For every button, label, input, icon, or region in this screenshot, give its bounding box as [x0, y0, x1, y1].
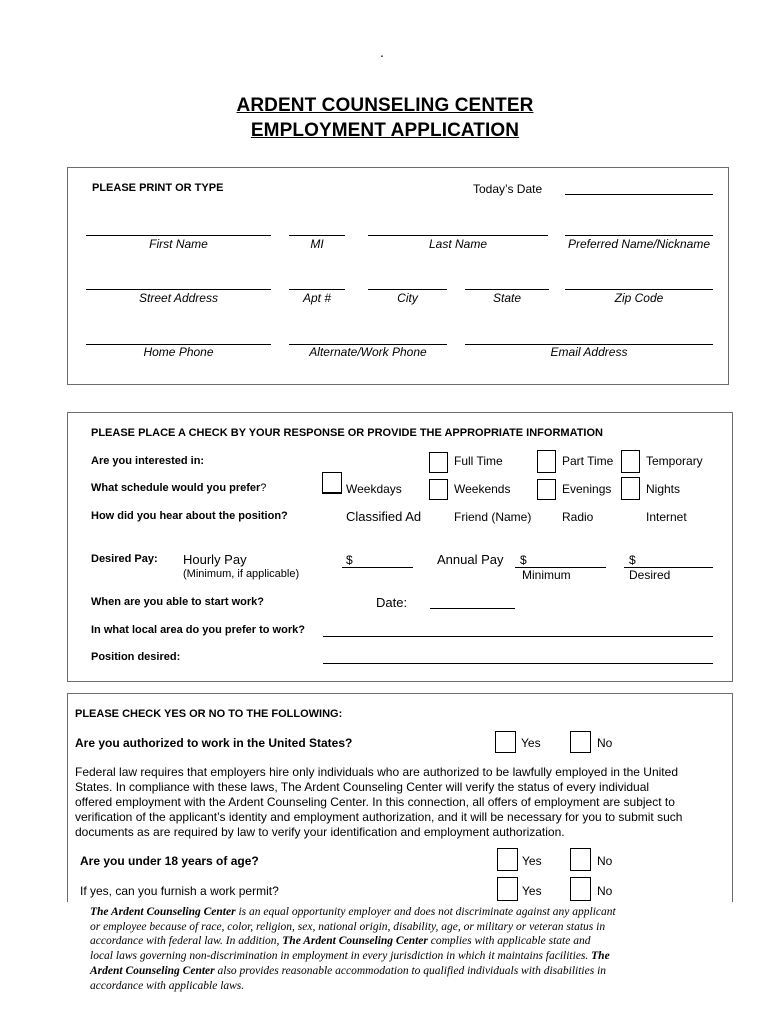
under-18-no-checkbox[interactable]	[570, 848, 591, 871]
alt-phone-label: Alternate/Work Phone	[309, 345, 427, 359]
zip-field[interactable]	[565, 289, 713, 290]
start-question: When are you able to start work?	[91, 596, 264, 608]
authorized-no-checkbox[interactable]	[570, 731, 591, 753]
eeo-org-name: The Ardent Counseling Center	[90, 906, 236, 918]
under-18-no-label: No	[597, 854, 613, 868]
work-permit-yes-checkbox[interactable]	[497, 877, 518, 901]
annual-min-dollar-sign: $	[520, 553, 527, 567]
weekends-checkbox[interactable]	[429, 479, 448, 500]
eeo-line-5-org: Ardent Counseling Center	[90, 964, 215, 977]
hourly-pay-field[interactable]	[342, 567, 413, 568]
hourly-dollar-sign: $	[346, 553, 353, 567]
apt-label: Apt #	[302, 291, 332, 305]
eeo-line-3-org: The Ardent Counseling Center	[282, 935, 428, 948]
street-field[interactable]	[86, 289, 271, 290]
last-name-field[interactable]	[368, 235, 548, 236]
work-permit-no-checkbox[interactable]	[570, 877, 591, 901]
home-phone-label: Home Phone	[143, 345, 214, 359]
federal-law-line-5: documents as are required by law to verify your identification and employment authorization.	[75, 825, 565, 839]
annual-desired-dollar-sign: $	[629, 553, 636, 567]
work-permit-no-label: No	[597, 884, 613, 898]
eeo-line-4-org: The	[591, 950, 610, 963]
city-label: City	[397, 291, 418, 305]
schedule-question-text: What schedule would you prefer	[91, 482, 261, 494]
work-permit-yes-label: Yes	[522, 884, 542, 898]
work-permit-question: If yes, can you furnish a work permit?	[80, 884, 279, 898]
federal-law-line-4: verification of the applicant’s identity and employment authorization, and it will be necessary for you to submit such	[75, 810, 683, 824]
title-line-2: EMPLOYMENT APPLICATION	[250, 120, 520, 141]
part-time-label: Part Time	[562, 454, 614, 468]
weekends-label: Weekends	[454, 482, 511, 496]
eeo-line-5	[90, 964, 730, 979]
radio-option[interactable]: Radio	[562, 510, 594, 524]
desired-pay-label: Desired Pay:	[91, 553, 158, 565]
area-question: In what local area do you prefer to work?	[91, 624, 305, 636]
eeo-line-3-text-b: complies with applicable state and	[427, 935, 591, 948]
eeo-line-2: or employee because of race, color, religion, sex, national origin, disability, age, or military or veteran status in	[90, 920, 606, 933]
position-heading: PLEASE PLACE A CHECK BY YOUR RESPONSE OR PROVIDE THE APPROPRIATE INFORMATION	[91, 427, 603, 439]
state-label: State	[492, 291, 522, 305]
eeo-statement	[90, 905, 730, 993]
evenings-checkbox[interactable]	[537, 479, 556, 500]
todays-date-label: Today’s Date	[473, 182, 543, 196]
eeo-line-4	[90, 949, 730, 964]
temporary-checkbox[interactable]	[621, 450, 640, 473]
last-name-label: Last Name	[428, 237, 488, 251]
start-date-label: Date:	[376, 595, 408, 610]
schedule-question-mark: ?	[260, 482, 267, 494]
full-time-checkbox[interactable]	[429, 452, 448, 473]
federal-law-line-2: States. In compliance with these laws, The Ardent Counseling Center will verify the status of every individual	[75, 780, 650, 794]
eeo-line-1-text: is an equal opportunity employer and does not discriminate against any applicant	[235, 906, 616, 918]
nights-label: Nights	[646, 482, 681, 496]
todays-date-field[interactable]	[565, 194, 713, 195]
first-name-label: First Name	[149, 237, 208, 251]
mi-label: MI	[310, 237, 324, 251]
under-18-question: Are you under 18 years of age?	[80, 854, 259, 868]
hourly-pay-note: (Minimum, if applicable)	[183, 568, 300, 580]
schedule-question	[91, 482, 266, 494]
mi-field[interactable]	[289, 235, 345, 236]
internet-option[interactable]: Internet	[646, 510, 687, 524]
evenings-label: Evenings	[562, 482, 612, 496]
weekdays-label: Weekdays	[346, 482, 402, 496]
city-field[interactable]	[368, 289, 447, 290]
email-label: Email Address	[550, 345, 628, 359]
part-time-checkbox[interactable]	[537, 450, 556, 473]
authorized-yes-checkbox[interactable]	[495, 731, 516, 753]
area-field[interactable]	[323, 636, 713, 637]
authorized-no-label: No	[597, 736, 613, 750]
interested-question: Are you interested in:	[91, 455, 205, 467]
eeo-line-3	[90, 934, 730, 949]
eeo-line-3-text-a: accordance with federal law. In addition,	[90, 935, 283, 948]
apt-field[interactable]	[289, 289, 345, 290]
hourly-pay-label: Hourly Pay	[183, 552, 247, 567]
preferred-name-field[interactable]	[565, 235, 713, 236]
zip-label: Zip Code	[614, 291, 664, 305]
under-18-yes-label: Yes	[522, 854, 542, 868]
eeo-line-6: accordance with applicable laws.	[90, 979, 245, 992]
state-field[interactable]	[465, 289, 549, 290]
eeo-line-1	[90, 905, 730, 920]
street-label: Street Address	[139, 291, 218, 305]
annual-desired-label: Desired	[629, 568, 671, 582]
header-dot: .	[380, 44, 384, 60]
print-instruction: PLEASE PRINT OR TYPE	[92, 182, 224, 194]
federal-law-line-3: offered employment with the Ardent Counseling Center. In this connection, all offers of employment are subject to	[75, 795, 675, 809]
under-18-yes-checkbox[interactable]	[497, 848, 518, 871]
temporary-label: Temporary	[646, 454, 703, 468]
authorized-question: Are you authorized to work in the United States?	[75, 736, 353, 750]
start-date-field[interactable]	[430, 608, 515, 609]
federal-law-line-1: Federal law requires that employers hire only individuals who are authorized to be lawfully employed in the United	[75, 765, 678, 779]
nights-checkbox[interactable]	[621, 477, 640, 500]
annual-minimum-label: Minimum	[522, 568, 571, 582]
authorized-yes-label: Yes	[521, 736, 541, 750]
eeo-line-5-text: also provides reasonable accommodation to qualified individuals with disabilities in	[214, 964, 607, 977]
preferred-name-label: Preferred Name/Nickname	[567, 237, 711, 251]
title-line-1: ARDENT COUNSELING CENTER	[236, 95, 534, 116]
classified-ad-option[interactable]: Classified Ad	[346, 509, 422, 524]
annual-pay-label: Annual Pay	[437, 552, 504, 567]
friend-option[interactable]: Friend (Name)	[454, 510, 532, 524]
eeo-line-4-text: local laws governing non-discrimination in employment in every jurisdiction in which it maintains facilities.	[90, 950, 592, 963]
weekdays-checkbox[interactable]	[322, 472, 342, 494]
eligibility-heading: PLEASE CHECK YES OR NO TO THE FOLLOWING:	[75, 708, 343, 720]
first-name-field[interactable]	[86, 235, 271, 236]
position-desired-field[interactable]	[323, 663, 713, 664]
full-time-label: Full Time	[454, 454, 503, 468]
hear-question: How did you hear about the position?	[91, 510, 288, 522]
position-desired-label: Position desired:	[91, 651, 181, 663]
